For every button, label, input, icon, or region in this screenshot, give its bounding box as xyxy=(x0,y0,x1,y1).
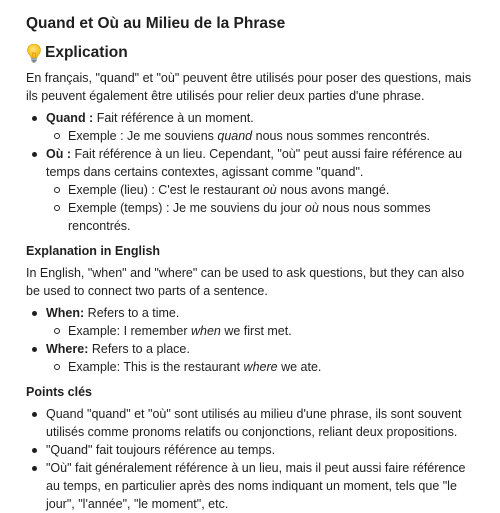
example-text: nous nous sommes rencontrés. xyxy=(252,129,431,143)
explication-heading-text: Explication xyxy=(45,44,128,61)
english-intro: In English, "when" and "where" can be used to ask questions, but they can also be used to connect two parts of a sentence. xyxy=(26,266,465,298)
ou-examples xyxy=(46,181,480,235)
english-list xyxy=(26,304,480,376)
example-text: we ate. xyxy=(277,360,322,374)
example-text: nous nous sommes rencontrés. xyxy=(68,201,431,233)
example-emphasis: où xyxy=(262,183,277,197)
list-item xyxy=(26,109,480,145)
list-item xyxy=(46,199,480,235)
list-item xyxy=(26,340,480,376)
list-item xyxy=(46,127,480,145)
points-heading: Points clés xyxy=(26,385,92,399)
where-label: Where: xyxy=(46,342,89,356)
example-text: Example: I remember xyxy=(68,324,191,338)
where-examples xyxy=(46,358,480,376)
points-list xyxy=(26,405,480,513)
list-item: Quand "quand" et "où" sont utilisés au milieu d'une phrase, ils sont souvent utilisés comme pronoms relatifs ou conjonctions, reliant deux propositions. xyxy=(26,405,480,441)
example-text: we first met. xyxy=(220,324,292,338)
list-item xyxy=(26,145,480,235)
list-item xyxy=(46,181,480,199)
example-text: Exemple : Je me souviens xyxy=(68,129,218,143)
list-item xyxy=(46,322,480,340)
list-item: "Où" fait généralement référence à un lieu, mais il peut aussi faire référence au temps, en particulier après des noms indiquant un moment, tels que "le jour", "l'année", "le moment", etc. xyxy=(26,459,480,513)
explication-intro: En français, "quand" et "où" peuvent être utilisés pour poser des questions, mais ils peuvent également être utilisés pour relier deux parties d'une phrase. xyxy=(26,71,472,103)
quand-text: Fait référence à un moment. xyxy=(93,111,254,125)
when-text: Refers to a time. xyxy=(84,306,180,320)
example-text: Example: This is the restaurant xyxy=(68,360,244,374)
ou-text: Fait référence à un lieu. Cependant, "où" peut aussi faire référence au temps dans certains contextes, agissant comme "quand". xyxy=(46,147,463,179)
example-emphasis: quand xyxy=(217,129,253,143)
list-item xyxy=(26,304,480,340)
example-text: Exemple (lieu) : C'est le restaurant xyxy=(68,183,263,197)
when-label: When: xyxy=(46,306,85,320)
quand-examples xyxy=(46,127,480,145)
when-examples xyxy=(46,322,480,340)
where-text: Refers to a place. xyxy=(88,342,190,356)
explication-list xyxy=(26,109,480,235)
list-item xyxy=(46,358,480,376)
example-emphasis: où xyxy=(304,201,319,215)
lightbulb-icon xyxy=(26,43,42,63)
explication-heading xyxy=(26,42,480,64)
ou-label: Où : xyxy=(46,147,71,161)
example-emphasis: where xyxy=(243,360,278,374)
english-heading: Explanation in English xyxy=(26,244,161,258)
example-text: nous avons mangé. xyxy=(276,183,390,197)
example-text: Exemple (temps) : Je me souviens du jour xyxy=(68,201,305,215)
list-item: "Quand" fait toujours référence au temps. xyxy=(26,441,480,459)
page-title: Quand et Où au Milieu de la Phrase xyxy=(26,15,286,32)
example-emphasis: when xyxy=(190,324,221,338)
quand-label: Quand : xyxy=(46,111,94,125)
